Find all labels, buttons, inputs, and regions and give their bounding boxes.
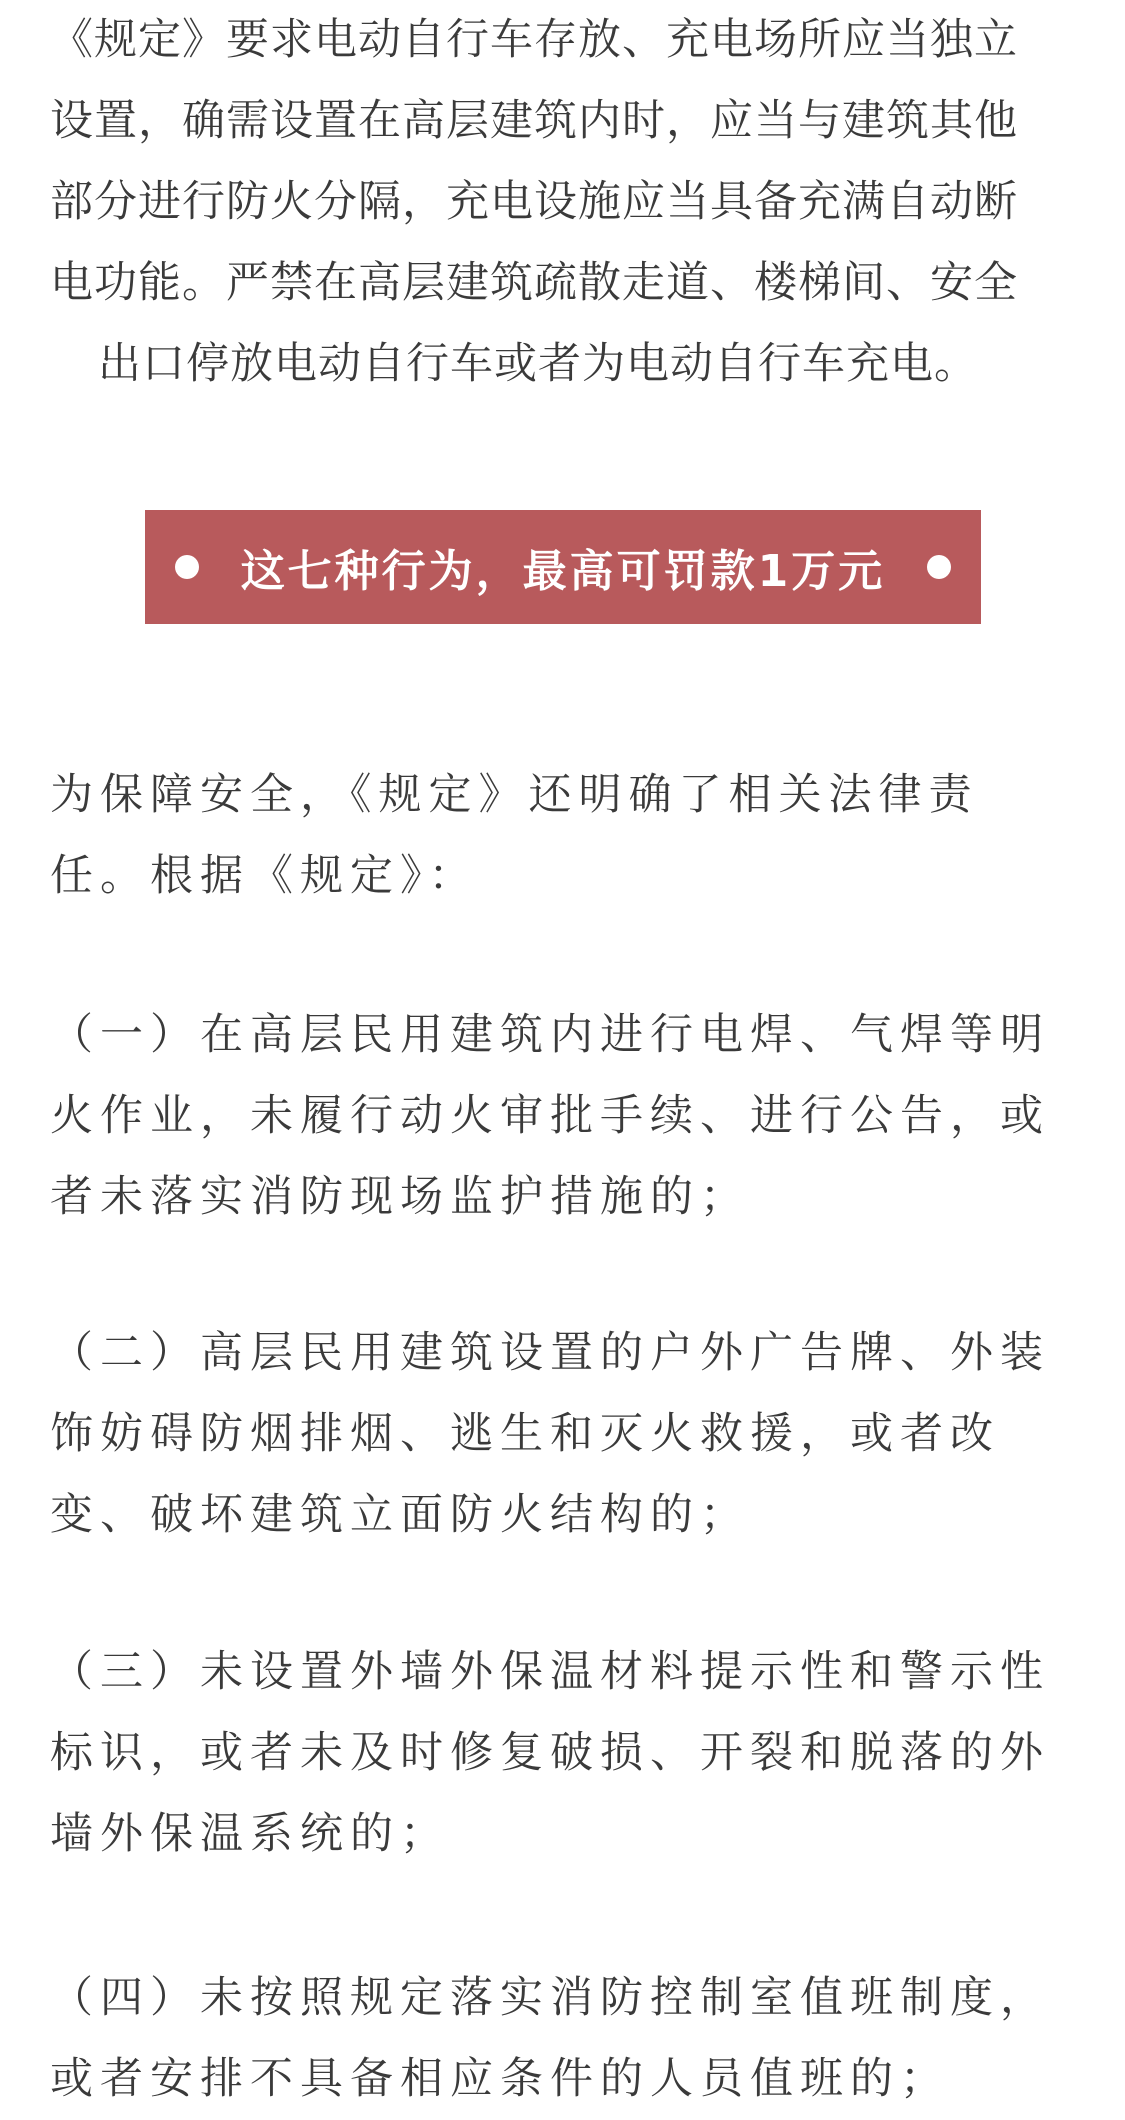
list-item [50,1313,1080,1556]
text-line: 变、破坏建筑立面防火结构的； [50,1490,750,1540]
bullet-dot-icon [175,555,199,579]
list-item [50,1958,1080,2120]
text-line: 任。根据《规定》： [50,851,479,901]
banner-title: 这七种行为，最高可罚款1万元 [240,546,886,597]
text-line: 或者安排不具备相应条件的人员值班的； [50,2054,950,2104]
text-line: （三）未设置外墙外保温材料提示性和警示性 [50,1647,1050,1697]
text-line: 火作业，未履行动火审批手续、进行公告，或 [50,1091,1050,1141]
text-line: 饰妨碍防烟排烟、逃生和灭火救援，或者改 [50,1409,1000,1459]
bullet-dot-icon [927,555,951,579]
text-line: 电功能。严禁在高层建筑疏散走道、楼梯间、安全 [50,258,1018,308]
text-line: （二）高层民用建筑设置的户外广告牌、外装 [50,1328,1050,1378]
text-line: 标识，或者未及时修复破损、开裂和脱落的外 [50,1728,1050,1778]
text-line: 者未落实消防现场监护措施的； [50,1172,750,1222]
section-banner [145,510,981,624]
intro-paragraph [50,0,1080,405]
text-line: 出口停放电动自行车或者为电动自行车充电。 [98,339,978,389]
list-item [50,995,1080,1238]
text-line: 部分进行防火分隔，充电设施应当具备充满自动断 [50,177,1018,227]
lead-paragraph [50,755,1080,917]
text-line: 《规定》要求电动自行车存放、充电场所应当独立 [50,15,1018,65]
list-item [50,1632,1080,1875]
text-line: 设置，确需设置在高层建筑内时，应当与建筑其他 [50,96,1018,146]
text-line: （四）未按照规定落实消防控制室值班制度， [50,1973,1050,2023]
text-line: （一）在高层民用建筑内进行电焊、气焊等明 [50,1010,1050,1060]
text-line: 为保障安全，《规定》还明确了相关法律责 [50,770,979,820]
text-line: 墙外保温系统的； [50,1809,450,1859]
